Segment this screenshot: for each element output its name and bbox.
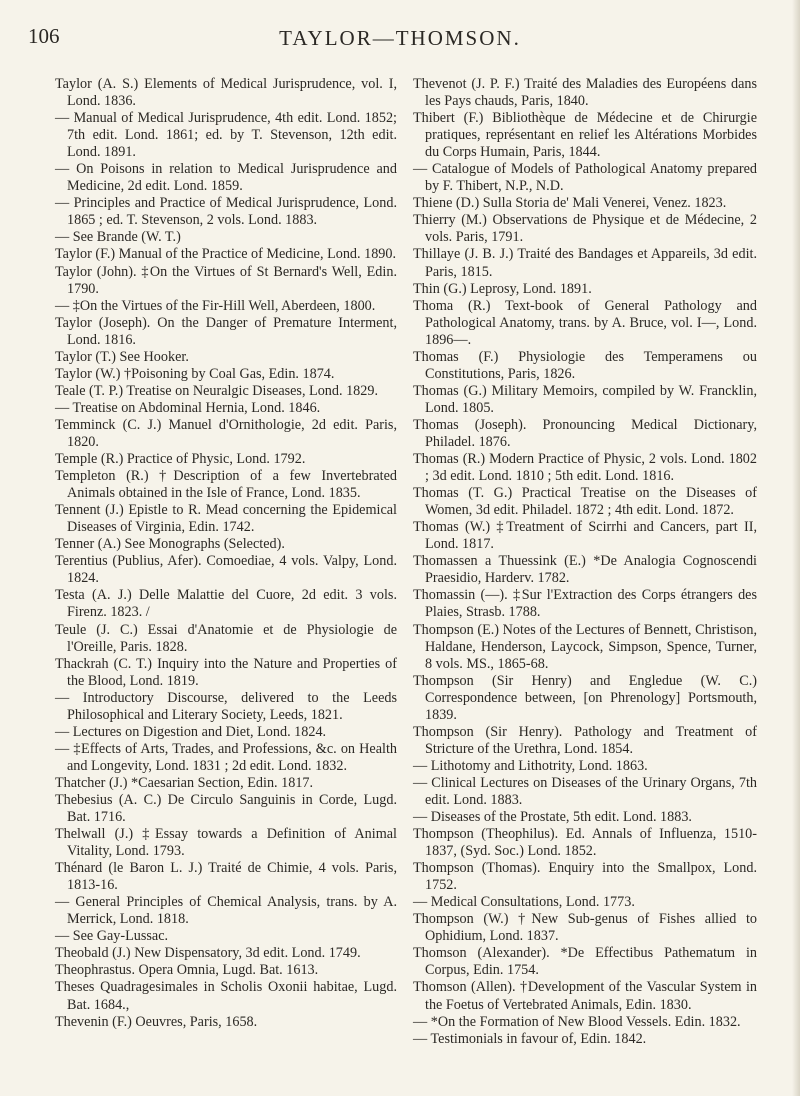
bibliography-entry: Thevenin (F.) Oeuvres, Paris, 1658. xyxy=(55,1013,258,1030)
bibliography-entry: Thénard (le Baron L. J.) Traité de Chimie, 4 vols. Paris, 1813-16. xyxy=(55,860,397,894)
bibliography-entry: Thackrah (C. T.) Inquiry into the Nature and Properties of the Blood, Lond. 1819. xyxy=(55,655,397,689)
bibliography-entry: Thelwall (J.) ‡Essay towards a Definition of Animal Vitality, Lond. 1793. xyxy=(55,826,397,860)
bibliography-entry: Theobald (J.) New Dispensatory, 3d edit. Lond. 1749. xyxy=(55,945,361,962)
bibliography-entry: — Treatise on Abdominal Hernia, Lond. 1846. xyxy=(55,399,321,416)
bibliography-entry: Thiene (D.) Sulla Storia de' Mali Venerei, Venez. 1823. xyxy=(413,195,727,212)
bibliography-entry: Taylor (A. S.) Elements of Medical Jurisprudence, vol. I, Lond. 1836. xyxy=(55,76,397,110)
bibliography-entry: Thomson (Allen). †Development of the Vascular System in the Foetus of Vertebrated Animals, Edin. 1830. xyxy=(413,979,757,1013)
bibliography-entry: Templeton (R.) †Description of a few Invertebrated Animals obtained in the Isle of France, Lond. 1835. xyxy=(55,468,397,502)
bibliography-entry: Thomas (T. G.) Practical Treatise on the Diseases of Women, 3d edit. Philadel. 1872 ; 4th edit. Lond. 1872. xyxy=(413,485,757,519)
bibliography-entry: Temple (R.) Practice of Physic, Lond. 1792. xyxy=(55,451,306,468)
bibliography-entry: — Clinical Lectures on Diseases of the Urinary Organs, 7th edit. Lond. 1883. xyxy=(413,774,757,808)
bibliography-entry: Thompson (Theophilus). Ed. Annals of Influenza, 1510-1837, (Syd. Soc.) Lond. 1852. xyxy=(413,826,757,860)
bibliography-entry: Thierry (M.) Observations de Physique et de Médecine, 2 vols. Paris, 1791. xyxy=(413,212,757,246)
bibliography-entry: Thomas (Joseph). Pronouncing Medical Dictionary, Philadel. 1876. xyxy=(413,416,757,450)
bibliography-entry: Thomas (F.) Physiologie des Temperamens ou Constitutions, Paris, 1826. xyxy=(413,348,757,382)
page-edge-shadow xyxy=(792,0,800,1096)
bibliography-entry: — Lectures on Digestion and Diet, Lond. 1824. xyxy=(55,723,327,740)
bibliography-entry: Thibert (F.) Bibliothèque de Médecine et de Chirurgie pratiques, représentant en relief les Altérations Morbides du Corps Humain, Paris, 1844. xyxy=(413,110,757,161)
bibliography-entry: Thin (G.) Leprosy, Lond. 1891. xyxy=(413,280,592,297)
bibliography-entry: — Principles and Practice of Medical Jurisprudence, Lond. 1865 ; ed. T. Stevenson, 2 vols. Lond. 1883. xyxy=(55,195,397,229)
bibliography-entry: Thevenot (J. P. F.) Traité des Maladies des Européens dans les Pays chauds, Paris, 1840. xyxy=(413,76,757,110)
bibliography-entry: — ‡Effects of Arts, Trades, and Professions, &c. on Health and Longevity, Lond. 1831 ; 2d edit. Lond. 1832. xyxy=(55,740,397,774)
bibliography-entry: Tenner (A.) See Monographs (Selected). xyxy=(55,536,285,553)
bibliography-entry: Testa (A. J.) Delle Malattie del Cuore, 2d edit. 3 vols. Firenz. 1823. / xyxy=(55,587,397,621)
bibliography-entry: — *On the Formation of New Blood Vessels. Edin. 1832. xyxy=(413,1013,741,1030)
bibliography-entry: Taylor (Joseph). On the Danger of Premature Interment, Lond. 1816. xyxy=(55,314,397,348)
bibliography-entry: — On Poisons in relation to Medical Jurisprudence and Medicine, 2d edit. Lond. 1859. xyxy=(55,161,397,195)
bibliography-entry: — Catalogue of Models of Pathological Anatomy prepared by F. Thibert, N.P., N.D. xyxy=(413,161,757,195)
bibliography-entry: — ‡On the Virtues of the Fir-Hill Well, Aberdeen, 1800. xyxy=(55,297,376,314)
bibliography-entry: — See Brande (W. T.) xyxy=(55,229,181,246)
bibliography-entry: Taylor (W.) †Poisoning by Coal Gas, Edin. 1874. xyxy=(55,365,335,382)
bibliography-entry: Thillaye (J. B. J.) Traité des Bandages et Appareils, 3d edit. Paris, 1815. xyxy=(413,246,757,280)
bibliography-entry: Thompson (E.) Notes of the Lectures of Bennett, Christison, Haldane, Henderson, Laycock, Simpson, Spence, Turner, 8 vols. MS., 1865-68. xyxy=(413,621,757,672)
page-number: 106 xyxy=(28,24,60,48)
left-column xyxy=(55,76,397,1031)
bibliography-entry: Temminck (C. J.) Manuel d'Ornithologie, 2d edit. Paris, 1820. xyxy=(55,416,397,450)
bibliography-entry: Thomas (W.) ‡Treatment of Scirrhi and Cancers, part II, Lond. 1817. xyxy=(413,519,757,553)
bibliography-entry: Thatcher (J.) *Caesarian Section, Edin. 1817. xyxy=(55,774,314,791)
bibliography-entry: Thoma (R.) Text-book of General Pathology and Pathological Anatomy, trans. by A. Bruce, vol. I—, Lond. 1896—. xyxy=(413,297,757,348)
running-head: TAYLOR—THOMSON. xyxy=(279,26,521,50)
bibliography-entry: — General Principles of Chemical Analysis, trans. by A. Merrick, Lond. 1818. xyxy=(55,894,397,928)
bibliography-entry: — Manual of Medical Jurisprudence, 4th edit. Lond. 1852; 7th edit. Lond. 1861; ed. by T. Stevenson, 12th edit. Lond. 1891. xyxy=(55,110,397,161)
bibliography-entry: Thomson (Alexander). *De Effectibus Pathematum in Corpus, Edin. 1754. xyxy=(413,945,757,979)
bibliography-entry: Theophrastus. Opera Omnia, Lugd. Bat. 1613. xyxy=(55,962,319,979)
bibliography-entry: — Lithotomy and Lithotrity, Lond. 1863. xyxy=(413,757,648,774)
bibliography-entry: — Introductory Discourse, delivered to the Leeds Philosophical and Literary Society, Leeds, 1821. xyxy=(55,689,397,723)
bibliography-entry: — Testimonials in favour of, Edin. 1842. xyxy=(413,1030,647,1047)
bibliography-entry: Theses Quadragesimales in Scholis Oxonii habitae, Lugd. Bat. 1684., xyxy=(55,979,397,1013)
bibliography-entry: Teule (J. C.) Essai d'Anatomie et de Physiologie de l'Oreille, Paris. 1828. xyxy=(55,621,397,655)
bibliography-entry: Thebesius (A. C.) De Circulo Sanguinis in Corde, Lugd. Bat. 1716. xyxy=(55,791,397,826)
bibliography-entry: Tennent (J.) Epistle to R. Mead concerning the Epidemical Diseases of Virginia, Edin. 1742. xyxy=(55,502,397,536)
bibliography-entry: Thomas (R.) Modern Practice of Physic, 2 vols. Lond. 1802 ; 3d edit. Lond. 1810 ; 5th edit. Lond. 1816. xyxy=(413,451,757,485)
bibliography-entry: — Diseases of the Prostate, 5th edit. Lond. 1883. xyxy=(413,809,692,826)
bibliography-entry: Thomas (G.) Military Memoirs, compiled by W. Francklin, Lond. 1805. xyxy=(413,382,757,416)
bibliography-entry: Thompson (Thomas). Enquiry into the Smallpox, Lond. 1752. xyxy=(413,860,757,894)
bibliography-entry: Taylor (T.) See Hooker. xyxy=(55,348,189,365)
bibliography-entry: Taylor (John). ‡On the Virtues of St Bernard's Well, Edin. 1790. xyxy=(55,263,397,297)
right-column xyxy=(413,76,757,1048)
bibliography-entry: Taylor (F.) Manual of the Practice of Medicine, Lond. 1890. xyxy=(55,246,397,263)
bibliography-entry: Thompson (Sir Henry). Pathology and Treatment of Stricture of the Urethra, Lond. 1854. xyxy=(413,723,757,757)
bibliography-entry: Teale (T. P.) Treatise on Neuralgic Diseases, Lond. 1829. xyxy=(55,382,379,399)
bibliography-entry: Thomassin (—). ‡Sur l'Extraction des Corps étrangers des Plaies, Strasb. 1788. xyxy=(413,587,757,621)
bibliography-entry: — Medical Consultations, Lond. 1773. xyxy=(413,894,635,911)
bibliography-entry: — See Gay-Lussac. xyxy=(55,928,169,945)
bibliography-entry: Terentius (Publius, Afer). Comoediae, 4 vols. Valpy, Lond. 1824. xyxy=(55,553,397,587)
bibliography-entry: Thompson (Sir Henry) and Engledue (W. C.) Correspondence between, [on Phrenology] Portsmouth, 1839. xyxy=(413,672,757,723)
bibliography-entry: Thompson (W.) †New Sub-genus of Fishes allied to Ophidium, Lond. 1837. xyxy=(413,911,757,945)
bibliography-entry: Thomassen a Thuessink (E.) *De Analogia Cognoscendi Praesidio, Harderv. 1782. xyxy=(413,553,757,587)
